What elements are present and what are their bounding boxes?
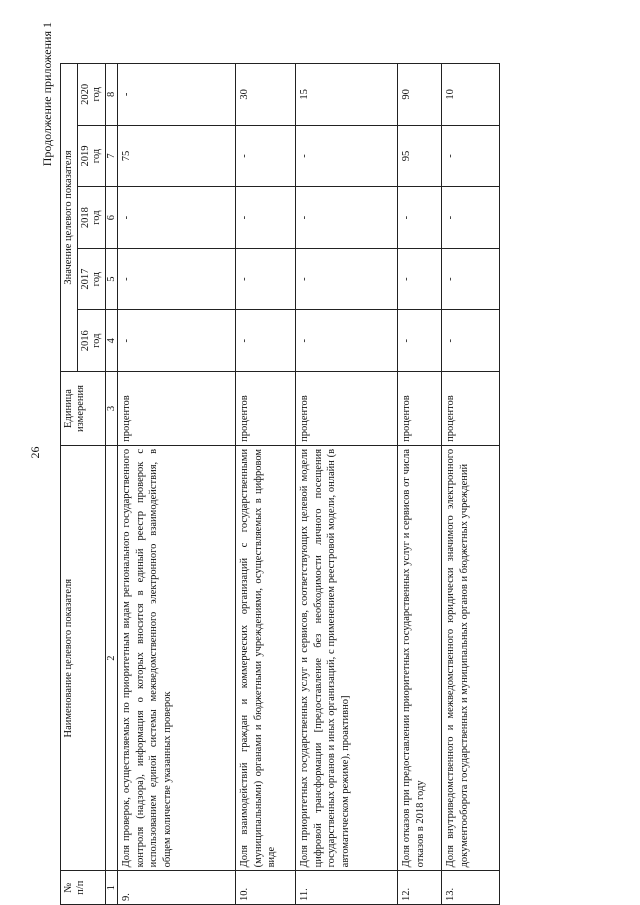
table-row — [118, 64, 236, 905]
value-2017: - — [236, 248, 296, 310]
header-num: № п/п — [61, 871, 106, 905]
value-2016: - — [442, 310, 500, 372]
column-index: 2 — [105, 445, 118, 871]
row-number: 11. — [296, 871, 398, 905]
table-row — [442, 64, 500, 905]
header-row — [61, 64, 78, 905]
row-number: 10. — [236, 871, 296, 905]
indicator-name: Доля внутриведомственного и межведомственного юридически значимого электронного документооборота государственных и муниципальных органов и бюджетных учреждений — [442, 445, 500, 871]
column-index: 6 — [105, 187, 118, 249]
value-2019: - — [296, 125, 398, 187]
page-number: 26 — [28, 446, 42, 459]
column-index: 7 — [105, 125, 118, 187]
indicator-name: Доля проверок, осуществляемых по приоритетным видам регионального государственного контроля (надзора), информация о которых вносится в единый реестр проверок с использованием единой системы межведомственного электронного взаимодействия, в общем количестве указанных проверок — [118, 445, 236, 871]
value-2017: - — [398, 248, 442, 310]
header-values-group: Значение целевого показателя — [61, 64, 78, 372]
value-2020: 30 — [236, 64, 296, 126]
indicator-unit: процентов — [442, 372, 500, 446]
indicator-name: Доля приоритетных государственных услуг и сервисов, соответствующих целевой модели цифровой трансформации [предоставление без необходимости личного посещения государственных органов и иных организаций, с применением реестровой модели, онлайн (в автоматическом режиме), проактивно] — [296, 445, 398, 871]
value-2019: 75 — [118, 125, 236, 187]
row-number: 9. — [118, 871, 236, 905]
table-row — [296, 64, 398, 905]
value-2020: - — [118, 64, 236, 126]
value-2018: - — [398, 187, 442, 249]
indicator-unit: процентов — [118, 372, 236, 446]
row-number: 12. — [398, 871, 442, 905]
table-row — [398, 64, 442, 905]
column-index-row — [105, 64, 118, 905]
value-2020: 90 — [398, 64, 442, 126]
value-2018: - — [236, 187, 296, 249]
value-2020: 15 — [296, 64, 398, 126]
header-year-2020: 2020 год — [77, 64, 105, 126]
header-year-2018: 2018 год — [77, 187, 105, 249]
column-index: 1 — [105, 871, 118, 905]
value-2017: - — [442, 248, 500, 310]
column-index: 8 — [105, 64, 118, 126]
value-2017: - — [118, 248, 236, 310]
column-index: 5 — [105, 248, 118, 310]
indicator-unit: процентов — [398, 372, 442, 446]
value-2019: - — [236, 125, 296, 187]
continuation-note: Продолжение приложения 1 — [40, 22, 54, 167]
indicator-name: Доля взаимодействий граждан и коммерческих организаций с государственными (муниципальными) органами и бюджетными учреждениями, осуществляемых в цифровом виде — [236, 445, 296, 871]
value-2019: 95 — [398, 125, 442, 187]
column-index: 4 — [105, 310, 118, 372]
indicator-unit: процентов — [296, 372, 398, 446]
header-year-2017: 2017 год — [77, 248, 105, 310]
table-row — [236, 64, 296, 905]
value-2016: - — [118, 310, 236, 372]
header-year-2019: 2019 год — [77, 125, 105, 187]
header-name: Наименование целевого показателя — [61, 445, 106, 871]
row-number: 13. — [442, 871, 500, 905]
value-2016: - — [296, 310, 398, 372]
indicator-table — [60, 63, 500, 905]
header-year-2016: 2016 год — [77, 310, 105, 372]
value-2016: - — [236, 310, 296, 372]
value-2018: - — [296, 187, 398, 249]
value-2018: - — [442, 187, 500, 249]
value-2016: - — [398, 310, 442, 372]
indicator-name: Доля отказов при предоставлении приоритетных государственных услуг и сервисов от числа отказов в 2018 году — [398, 445, 442, 871]
indicator-unit: процентов — [236, 372, 296, 446]
value-2020: 10 — [442, 64, 500, 126]
value-2017: - — [296, 248, 398, 310]
column-index: 3 — [105, 372, 118, 446]
value-2018: - — [118, 187, 236, 249]
header-unit: Единица измерения — [61, 372, 106, 446]
value-2019: - — [442, 125, 500, 187]
